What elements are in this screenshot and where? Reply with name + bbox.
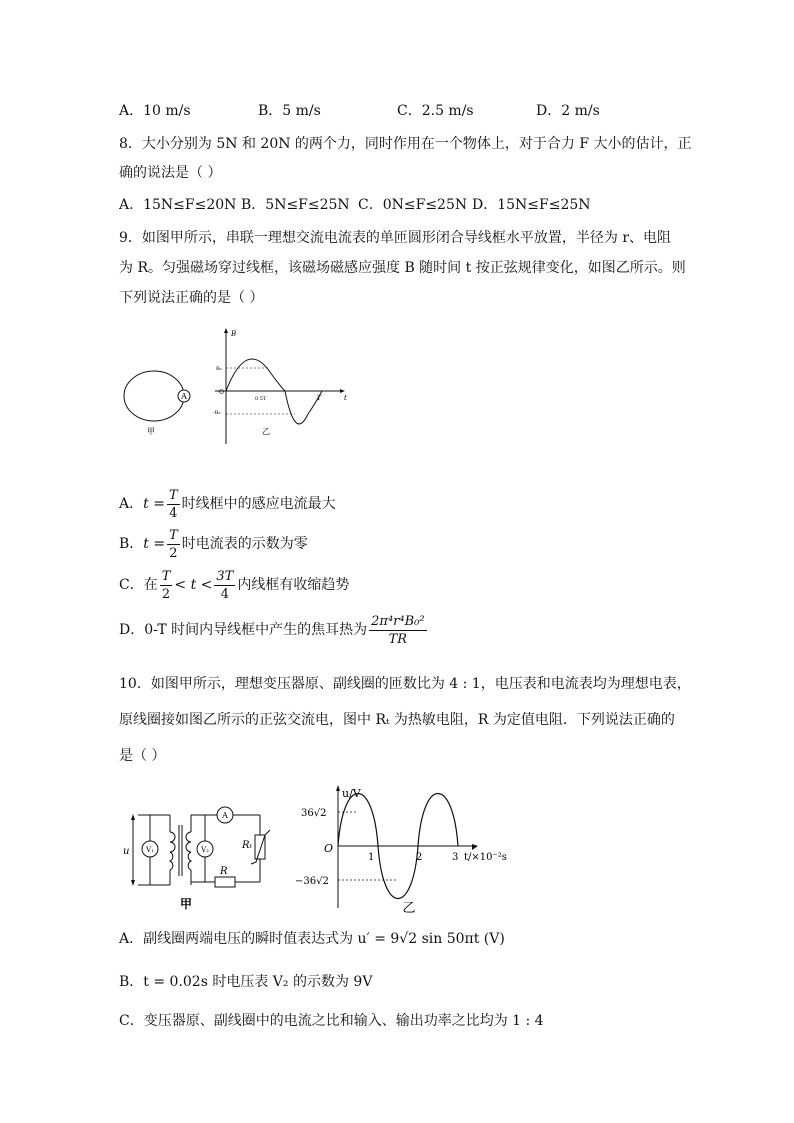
q9-c-den1: 2: [161, 586, 171, 602]
q10-primary-coil: [170, 832, 175, 870]
q10-u: u: [123, 846, 130, 857]
q9-c-den2: 4: [220, 586, 229, 602]
q9-d-den: TR: [388, 631, 408, 647]
q9-half-t: 0.5T: [255, 396, 267, 402]
q10-v2-label: V₂: [201, 846, 209, 854]
q9-t-label: T: [317, 395, 322, 402]
q10-option-a: A．副线圈两端电压的瞬时值表达式为 u′ = 9√2 sin 50πt (V): [119, 931, 505, 947]
q9-a-prefix: A．: [119, 496, 144, 512]
q10-r-label: R: [220, 866, 228, 877]
q9-c-frac1: [160, 568, 173, 603]
q9-c-num1: T: [161, 568, 171, 584]
q9-c-num2: 3T: [216, 568, 234, 584]
q8-option-c: C．0N≤F≤25N: [358, 197, 468, 213]
q9-stem-line3: 下列说法正确的是（ ）: [119, 290, 264, 306]
q10-tick-1: 1: [368, 852, 375, 863]
q10-label-yi: 乙: [402, 901, 416, 916]
q9-b-prefix: B．: [119, 536, 144, 552]
q10-stem-line3: 是（ ）: [119, 748, 166, 764]
q9-a-frac: [167, 487, 180, 522]
q9-option-c: [119, 567, 349, 603]
q9-c-frac2: [214, 568, 235, 603]
q8-option-a: A．15N≤F≤20N: [119, 197, 237, 213]
q9-a-var: t =: [143, 496, 165, 512]
q9-label-jia: 甲: [147, 427, 155, 436]
q7-option-a: A．10 m/s: [119, 103, 191, 119]
q9-stem-line1: 9．如图甲所示，串联一理想交流电流表的单匝圆形闭合导线框水平放置，半径为 r、电阻: [119, 230, 672, 246]
q9-a-den: 4: [169, 505, 178, 521]
q10-option-b: B．t = 0.02s 时电压表 V₂ 的示数为 9V: [119, 974, 373, 990]
q9-c-prefix: C．在: [119, 577, 158, 593]
q10-option-c: C．变压器原、副线圈中的电流之比和输入、输出功率之比均为 1 : 4: [119, 1013, 544, 1029]
q10-tick-3: 3: [452, 852, 459, 863]
q10-stem-line1: 10．如图甲所示，理想变压器原、副线圈的匝数比为 4 : 1，电压表和电流表均为理想电表，: [119, 676, 691, 692]
q9-b-num: T: [169, 527, 178, 543]
q9-b-den: 2: [169, 545, 178, 561]
q9-stem-line2: 为 R。匀强磁场穿过线框，该磁场磁感应强度 B 随时间 t 按正弦规律变化，如图乙所示。则: [119, 260, 686, 276]
q9-a-num: T: [168, 487, 178, 503]
q9-loop: [124, 371, 184, 421]
q9-option-b: [119, 526, 308, 562]
q10-resistor: [215, 877, 235, 887]
q7-option-d: D．2 m/s: [536, 103, 600, 119]
q9-d-frac: [369, 613, 426, 648]
q9-option-a: [119, 486, 336, 522]
q10-stem-line2: 原线圈接如图乙所示的正弦交流电，图中 Rₜ 为热敏电阻，R 为定值电阻．下列说法正确的: [119, 712, 675, 728]
q9-c-text: 内线框有收缩趋势: [237, 577, 350, 593]
q9-c-ineq: < t <: [174, 577, 213, 593]
q10-figure: [120, 780, 540, 920]
q8-stem-line2: 确的说法是（ ）: [119, 165, 222, 181]
q9-option-d: [119, 611, 429, 649]
q10-v1-label: V₁: [146, 846, 154, 854]
q9-a-text: 时线框中的感应电流最大: [181, 496, 336, 512]
q10-secondary-coil: [186, 832, 191, 870]
q8-stem-line1: 8．大小分别为 5N 和 20N 的两个力，同时作用在一个物体上，对于合力 F 大小的估计，正: [119, 136, 692, 152]
q10-peak: 36√2: [301, 808, 327, 819]
q9-origin: O: [219, 389, 224, 396]
q9-d-text: D．0-T 时间内导线框中产生的焦耳热为: [119, 622, 368, 638]
q8-option-b: B．5N≤F≤25N: [241, 197, 350, 213]
q7-option-c: C．2.5 m/s: [397, 103, 474, 119]
q9-b-var: t =: [143, 536, 166, 552]
q8-option-d: D．15N≤F≤25N: [472, 197, 591, 213]
q9-figure: [115, 326, 355, 446]
q9-axis-t: t: [344, 394, 347, 402]
q7-option-b: B．5 m/s: [258, 103, 321, 119]
q9-ammeter-label: A: [181, 392, 187, 401]
q9-b-text: 时电流表的示数为零: [181, 536, 308, 552]
q10-axis-u: u/V: [342, 787, 361, 800]
q9-axis-b: B: [231, 330, 237, 338]
q9-label-yi: 乙: [262, 427, 270, 436]
q9-b0: B₀: [216, 366, 222, 372]
q9-neg-b0: -B₀: [213, 410, 221, 416]
q9-d-num: 2π⁴r⁴B₀²: [371, 613, 425, 629]
q10-rt-label: Rₜ: [242, 840, 252, 851]
q10-tick-2: 2: [416, 852, 423, 863]
q10-label-jia: 甲: [179, 897, 193, 911]
q10-axis-t: t/×10⁻²s: [464, 852, 507, 863]
q10-neg-peak: −36√2: [295, 876, 329, 887]
q10-origin: O: [324, 842, 334, 855]
q9-b-frac: [167, 527, 180, 562]
q10-a-label: A: [222, 811, 228, 820]
